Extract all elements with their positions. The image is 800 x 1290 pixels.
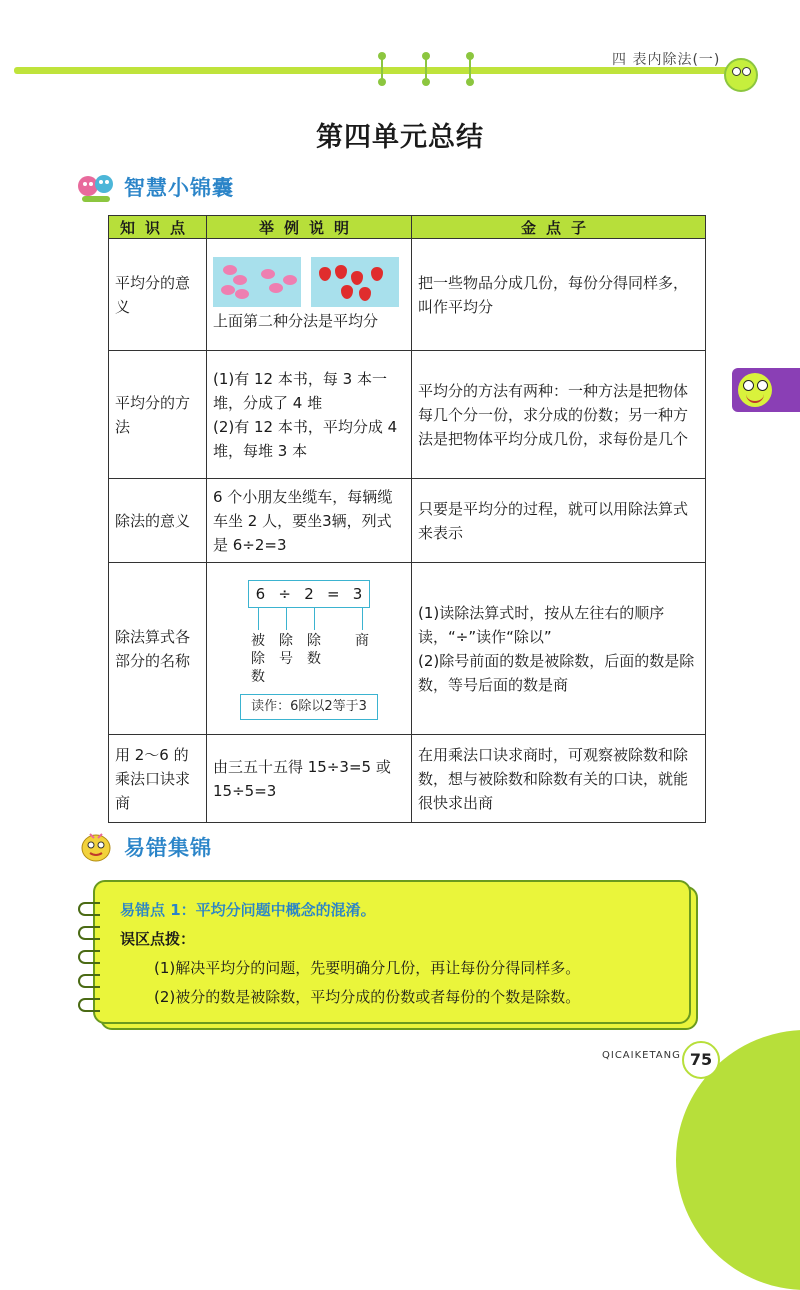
strawberries-image xyxy=(311,257,399,307)
tip-line: (1)读除法算式时，按从左往右的顺序读，“÷”读作“除以” xyxy=(418,603,665,646)
row-topic: 用 2～6 的乘法口诀求商 xyxy=(109,735,207,823)
binder-peg xyxy=(422,52,430,86)
note-body xyxy=(120,896,680,1012)
row-tip: 只要是平均分的过程，就可以用除法算式来表示 xyxy=(412,479,706,563)
row-tip: 平均分的方法有两种：一种方法是把物体每几个分一份，求分成的份数；另一种方法是把物体平均分成几份，求每份是几个 xyxy=(412,351,706,479)
equation-term: = xyxy=(326,584,340,603)
example-line: (1)有 12 本书，每 3 本一堆，分成了 4 堆 xyxy=(213,369,387,412)
section-header-tips xyxy=(76,170,234,204)
table-row xyxy=(109,351,706,479)
frog-icon xyxy=(724,58,758,92)
part-name: 商 xyxy=(355,632,369,649)
col-header: 知识点 xyxy=(109,216,207,239)
row-tip: 把一些物品分成几份，每份分得同样多，叫作平均分 xyxy=(412,239,706,351)
col-header: 金点子 xyxy=(412,216,706,239)
chapter-label: 四 表内除法(一) xyxy=(612,52,721,68)
example-line: (2)有 12 本书，平均分成 4 堆，每堆 3 本 xyxy=(213,417,398,460)
part-name: 除号 xyxy=(279,632,293,667)
table-header-row xyxy=(109,216,706,239)
part-name: 被除数 xyxy=(251,632,265,685)
row-tip: 在用乘法口诀求商时，可观察被除数和除数，想与被除数和除数有关的口诀，就能很快求出商 xyxy=(412,735,706,823)
note-line: (2)被分的数是被除数，平均分成的份数或者每份的个数是除数。 xyxy=(154,988,581,1006)
table-row xyxy=(109,563,706,735)
binder-peg xyxy=(378,52,386,86)
brand-label: QICAIKETANG xyxy=(602,1050,681,1061)
row-topic: 平均分的方法 xyxy=(109,351,207,479)
reading-box: 读作：6除以2等于3 xyxy=(240,694,378,720)
page-number: 75 xyxy=(682,1041,720,1079)
section-title-mistakes: 易错集锦 xyxy=(124,836,212,860)
kids-mascot-icon xyxy=(76,170,116,204)
table-row xyxy=(109,479,706,563)
knowledge-table xyxy=(108,215,706,823)
row-topic: 除法算式各部分的名称 xyxy=(109,563,207,735)
equation-term: 3 xyxy=(352,584,363,603)
page-title: 第四单元总结 xyxy=(316,122,484,153)
note-heading: 误区点拨： xyxy=(120,930,196,948)
mistake-point xyxy=(120,896,680,925)
example-caption: 上面第二种分法是平均分 xyxy=(213,311,379,330)
pigs-image xyxy=(213,257,301,307)
note-line: (1)解决平均分的问题，先要明确分几份，再让每份分得同样多。 xyxy=(154,959,581,977)
row-example: 6 个小朋友坐缆车，每辆缆车坐 2 人，要坐3辆，列式是 6÷2=3 xyxy=(207,479,412,563)
part-name: 除数 xyxy=(307,632,321,667)
equation-term: ÷ xyxy=(278,584,291,603)
section-title-tips: 智慧小锦囊 xyxy=(124,176,234,200)
part-names xyxy=(234,632,384,688)
row-example xyxy=(207,563,412,735)
section-header-mistakes xyxy=(76,830,212,864)
row-example xyxy=(207,351,412,479)
row-example: 由三五十五得 15÷3=5 或 15÷5=3 xyxy=(207,735,412,823)
row-topic: 除法的意义 xyxy=(109,479,207,563)
equation-term: 6 xyxy=(255,584,266,603)
lemon-mascot-icon xyxy=(76,830,116,864)
table-row xyxy=(109,239,706,351)
tip-line: (2)除号前面的数是被除数，后面的数是除数，等号后面的数是商 xyxy=(418,651,695,694)
frog-icon xyxy=(738,373,772,407)
spiral-binding xyxy=(78,902,104,1022)
binder-peg xyxy=(466,52,474,86)
row-example xyxy=(207,239,412,351)
chapter-tab xyxy=(732,368,800,412)
mistake-text: 平均分问题中概念的混淆。 xyxy=(195,901,376,919)
col-header: 举例说明 xyxy=(207,216,412,239)
pointer-arrows xyxy=(234,608,384,632)
table-row xyxy=(109,735,706,823)
equation-box xyxy=(248,580,370,608)
row-topic: 平均分的意义 xyxy=(109,239,207,351)
row-tip xyxy=(412,563,706,735)
equation-term: 2 xyxy=(304,584,314,603)
mistake-label: 易错点 1： xyxy=(120,901,196,919)
